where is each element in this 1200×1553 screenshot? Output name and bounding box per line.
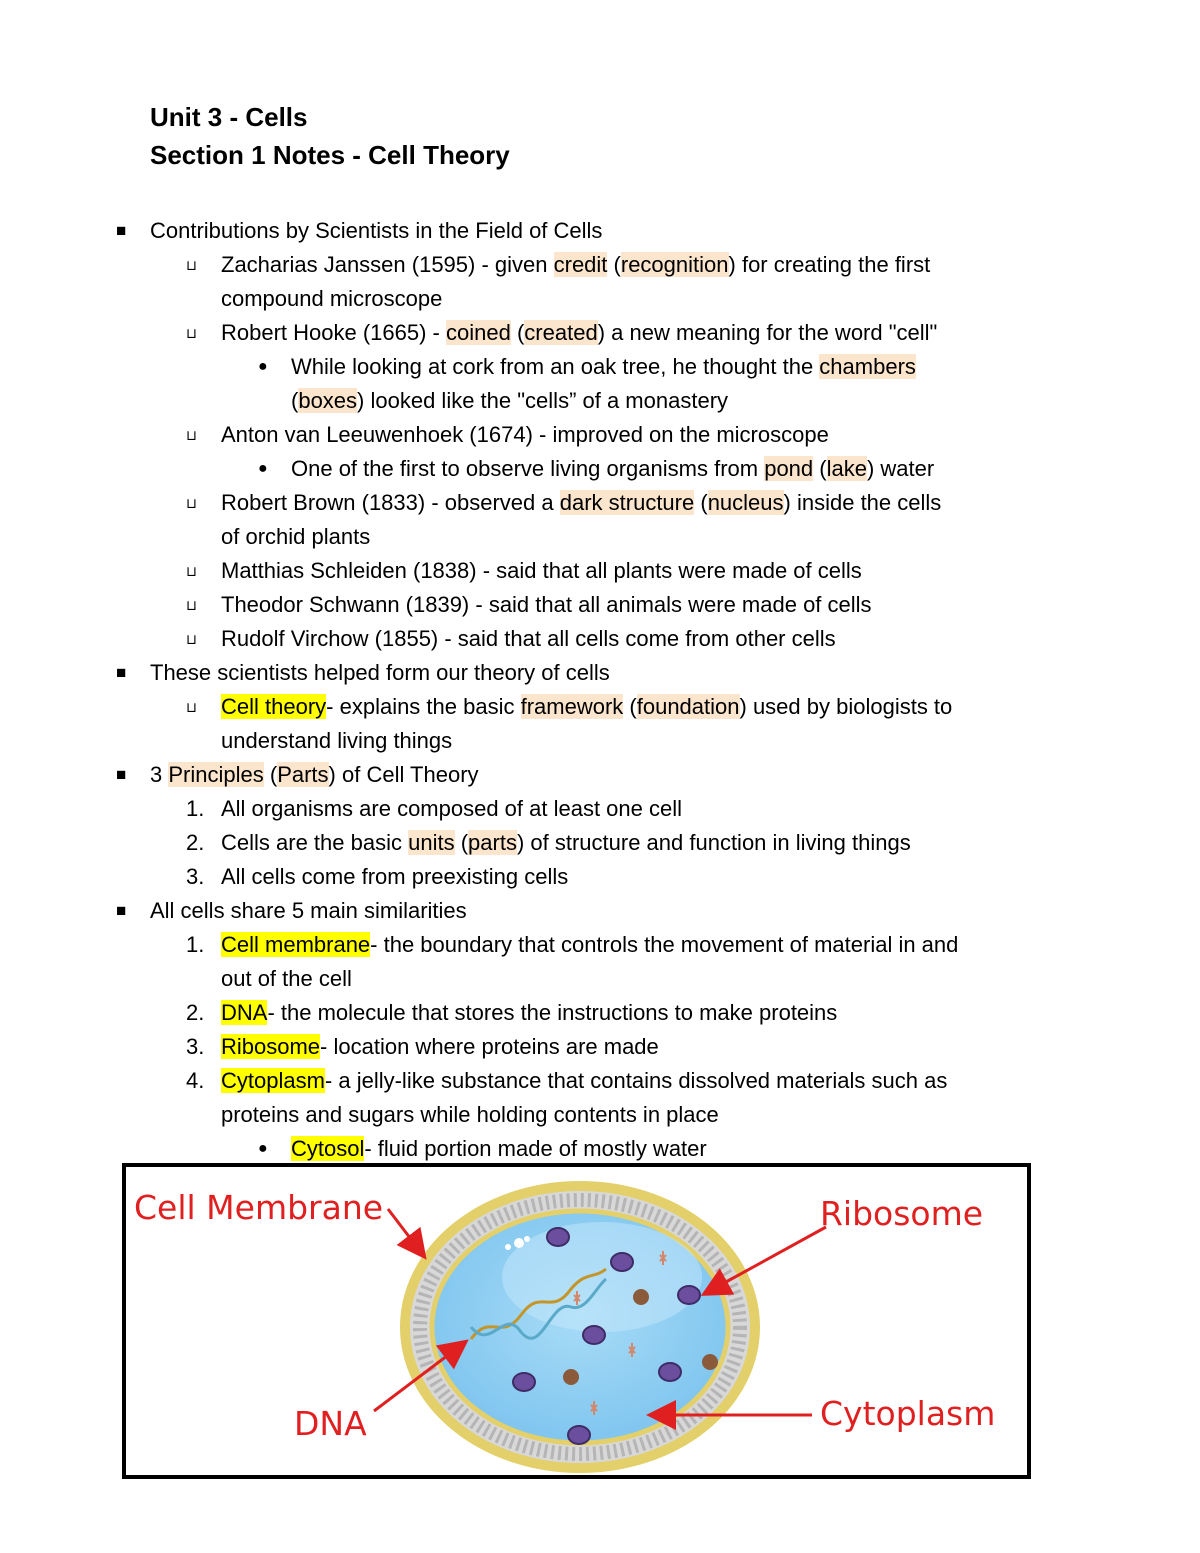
- note-text: [221, 520, 370, 554]
- text-segment: of orchid plants: [221, 524, 371, 549]
- text-segment: out of the cell: [221, 966, 352, 991]
- note-continuation: [0, 1098, 1200, 1132]
- text-segment: While looking at cork from an oak tree, he thought the: [291, 354, 820, 379]
- text-segment: Zacharias Janssen (1595) - given: [221, 252, 554, 277]
- text-segment: ) looked like the "cells” of a monastery: [357, 388, 729, 413]
- text-segment: (: [694, 490, 708, 515]
- text-segment: Matthias Schleiden (1838) - said that all plants were made of cells: [221, 558, 862, 583]
- note-marker: ⊔: [186, 563, 197, 579]
- text-segment: (: [623, 694, 637, 719]
- note-marker: 2.: [186, 1000, 205, 1025]
- label-ribosome: Ribosome: [820, 1194, 984, 1233]
- text-segment: (: [510, 320, 525, 345]
- highlighted-term: DNA: [221, 1000, 268, 1025]
- highlighted-term: pond: [764, 456, 814, 481]
- note-marker: ⊔: [186, 257, 197, 273]
- label-dna: DNA: [294, 1404, 367, 1443]
- highlighted-term: Cell membrane: [221, 932, 371, 957]
- text-segment: Rudolf Virchow (1855) - said that all cells come from other cells: [221, 626, 836, 651]
- highlighted-term: foundation: [636, 694, 740, 719]
- note-text: [221, 826, 911, 860]
- note-text: [221, 486, 941, 520]
- text-segment: - a jelly-like substance that contains dissolved materials such as: [324, 1068, 948, 1093]
- note-marker: 3.: [186, 864, 205, 889]
- highlighted-term: nucleus: [707, 490, 784, 515]
- note-text: [221, 996, 837, 1030]
- text-segment: ) used by biologists to: [739, 694, 953, 719]
- text-segment: ) of Cell Theory: [328, 762, 479, 787]
- note-marker: ■: [116, 901, 127, 920]
- note-marker: ⊔: [186, 699, 197, 715]
- note-marker: ●: [258, 1140, 268, 1157]
- notes-list: [0, 214, 1200, 1166]
- note-text: [221, 418, 829, 452]
- note-text: [221, 724, 452, 758]
- highlighted-term: coined: [446, 320, 511, 345]
- note-continuation: [0, 384, 1200, 418]
- text-segment: ) of structure and function in living things: [516, 830, 911, 855]
- highlighted-term: Parts: [277, 762, 329, 787]
- label-cytoplasm: Cytoplasm: [820, 1394, 996, 1433]
- note-marker: ■: [116, 765, 127, 784]
- highlighted-term: units: [408, 830, 455, 855]
- text-segment: All organisms are composed of at least one cell: [221, 796, 683, 821]
- text-segment: compound microscope: [221, 286, 443, 311]
- note-text: [291, 1132, 707, 1166]
- note-item: [0, 486, 1200, 520]
- note-item: [0, 996, 1200, 1030]
- text-segment: (: [607, 252, 621, 277]
- note-item: [0, 622, 1200, 656]
- note-continuation: [0, 282, 1200, 316]
- note-item: [0, 860, 1200, 894]
- cell-diagram: [122, 1163, 1031, 1479]
- note-marker: ⊔: [186, 597, 197, 613]
- note-text: [221, 1064, 947, 1098]
- page-title: Unit 3 - Cells: [150, 102, 308, 132]
- text-segment: - the molecule that stores the instructions to make proteins: [267, 1000, 838, 1025]
- highlighted-term: Cell theory: [221, 694, 327, 719]
- note-text: [291, 452, 934, 486]
- note-item: [0, 588, 1200, 622]
- text-segment: All cells come from preexisting cells: [221, 864, 569, 889]
- text-segment: ) inside the cells: [783, 490, 942, 515]
- note-item: [0, 248, 1200, 282]
- note-text: [221, 248, 930, 282]
- text-segment: 3: [150, 762, 169, 787]
- note-text: [221, 928, 958, 962]
- note-text: [150, 214, 602, 248]
- text-segment: Cells are the basic: [221, 830, 409, 855]
- text-segment: These scientists helped form our theory of cells: [150, 660, 610, 685]
- text-segment: (: [454, 830, 469, 855]
- text-segment: - the boundary that controls the movement of material in and: [370, 932, 959, 957]
- note-text: [221, 962, 352, 996]
- note-marker: ⊔: [186, 325, 197, 341]
- text-segment: Contributions by Scientists in the Field of Cells: [150, 218, 603, 243]
- note-text: [221, 554, 862, 588]
- note-continuation: [0, 724, 1200, 758]
- text-segment: (: [263, 762, 278, 787]
- highlighted-term: created: [524, 320, 598, 345]
- text-segment: - location where proteins are made: [320, 1034, 659, 1059]
- note-marker: ■: [116, 221, 127, 240]
- note-item: [0, 1064, 1200, 1098]
- highlighted-term: Cytoplasm: [221, 1068, 325, 1093]
- highlighted-term: lake: [826, 456, 867, 481]
- note-marker: ⊔: [186, 631, 197, 647]
- note-item: [0, 758, 1200, 792]
- section-title: Section 1 Notes - Cell Theory: [150, 140, 510, 170]
- highlighted-term: Principles: [168, 762, 264, 787]
- note-marker: 2.: [186, 830, 205, 855]
- text-segment: proteins and sugars while holding contents in place: [221, 1102, 719, 1127]
- highlighted-term: credit: [553, 252, 608, 277]
- text-segment: Anton van Leeuwenhoek (1674) - improved on the microscope: [221, 422, 829, 447]
- note-item: [0, 690, 1200, 724]
- note-text: [221, 1098, 719, 1132]
- membrane-arrow: [388, 1209, 423, 1255]
- note-item: [0, 350, 1200, 384]
- note-item: [0, 1132, 1200, 1166]
- text-segment: ) a new meaning for the word "cell": [597, 320, 938, 345]
- note-marker: 4.: [186, 1068, 205, 1093]
- note-text: [221, 690, 952, 724]
- note-marker: ⊔: [186, 495, 197, 511]
- note-item: [0, 214, 1200, 248]
- note-text: [291, 350, 916, 384]
- note-item: [0, 418, 1200, 452]
- text-segment: understand living things: [221, 728, 453, 753]
- text-segment: ) for creating the first: [728, 252, 931, 277]
- note-text: [150, 894, 467, 928]
- note-marker: 1.: [186, 932, 205, 957]
- note-continuation: [0, 962, 1200, 996]
- note-continuation: [0, 520, 1200, 554]
- note-text: [221, 588, 872, 622]
- note-item: [0, 792, 1200, 826]
- highlighted-term: parts: [468, 830, 517, 855]
- note-marker: ●: [258, 460, 268, 477]
- note-text: [150, 656, 610, 690]
- text-segment: (: [291, 388, 299, 413]
- note-text: [221, 860, 568, 894]
- note-item: [0, 452, 1200, 486]
- highlighted-term: dark structure: [559, 490, 695, 515]
- note-marker: 1.: [186, 796, 205, 821]
- text-segment: ) water: [866, 456, 935, 481]
- note-item: [0, 826, 1200, 860]
- note-marker: 3.: [186, 1034, 205, 1059]
- label-cell-membrane: Cell Membrane: [134, 1188, 384, 1227]
- note-marker: ■: [116, 663, 127, 682]
- note-item: [0, 1030, 1200, 1064]
- note-marker: ●: [258, 358, 268, 375]
- note-item: [0, 656, 1200, 690]
- note-marker: ⊔: [186, 427, 197, 443]
- highlighted-term: Ribosome: [221, 1034, 321, 1059]
- note-text: [221, 622, 836, 656]
- highlighted-term: framework: [520, 694, 624, 719]
- text-segment: Robert Hooke (1665) -: [221, 320, 446, 345]
- text-segment: All cells share 5 main similarities: [150, 898, 467, 923]
- note-text: [221, 282, 442, 316]
- text-segment: Theodor Schwann (1839) - said that all animals were made of cells: [221, 592, 872, 617]
- note-text: [221, 792, 682, 826]
- text-segment: - explains the basic: [326, 694, 521, 719]
- note-text: [150, 758, 479, 792]
- text-segment: - fluid portion made of mostly water: [364, 1136, 707, 1161]
- text-segment: Robert Brown (1833) - observed a: [221, 490, 560, 515]
- note-text: [221, 316, 937, 350]
- note-item: [0, 894, 1200, 928]
- note-text: [291, 384, 728, 418]
- text-segment: (: [813, 456, 827, 481]
- note-text: [221, 1030, 659, 1064]
- highlighted-term: boxes: [298, 388, 358, 413]
- highlighted-term: Cytosol: [291, 1136, 365, 1161]
- note-item: [0, 928, 1200, 962]
- note-item: [0, 316, 1200, 350]
- highlighted-term: chambers: [819, 354, 916, 379]
- highlighted-term: recognition: [620, 252, 729, 277]
- text-segment: One of the first to observe living organisms from: [291, 456, 765, 481]
- note-item: [0, 554, 1200, 588]
